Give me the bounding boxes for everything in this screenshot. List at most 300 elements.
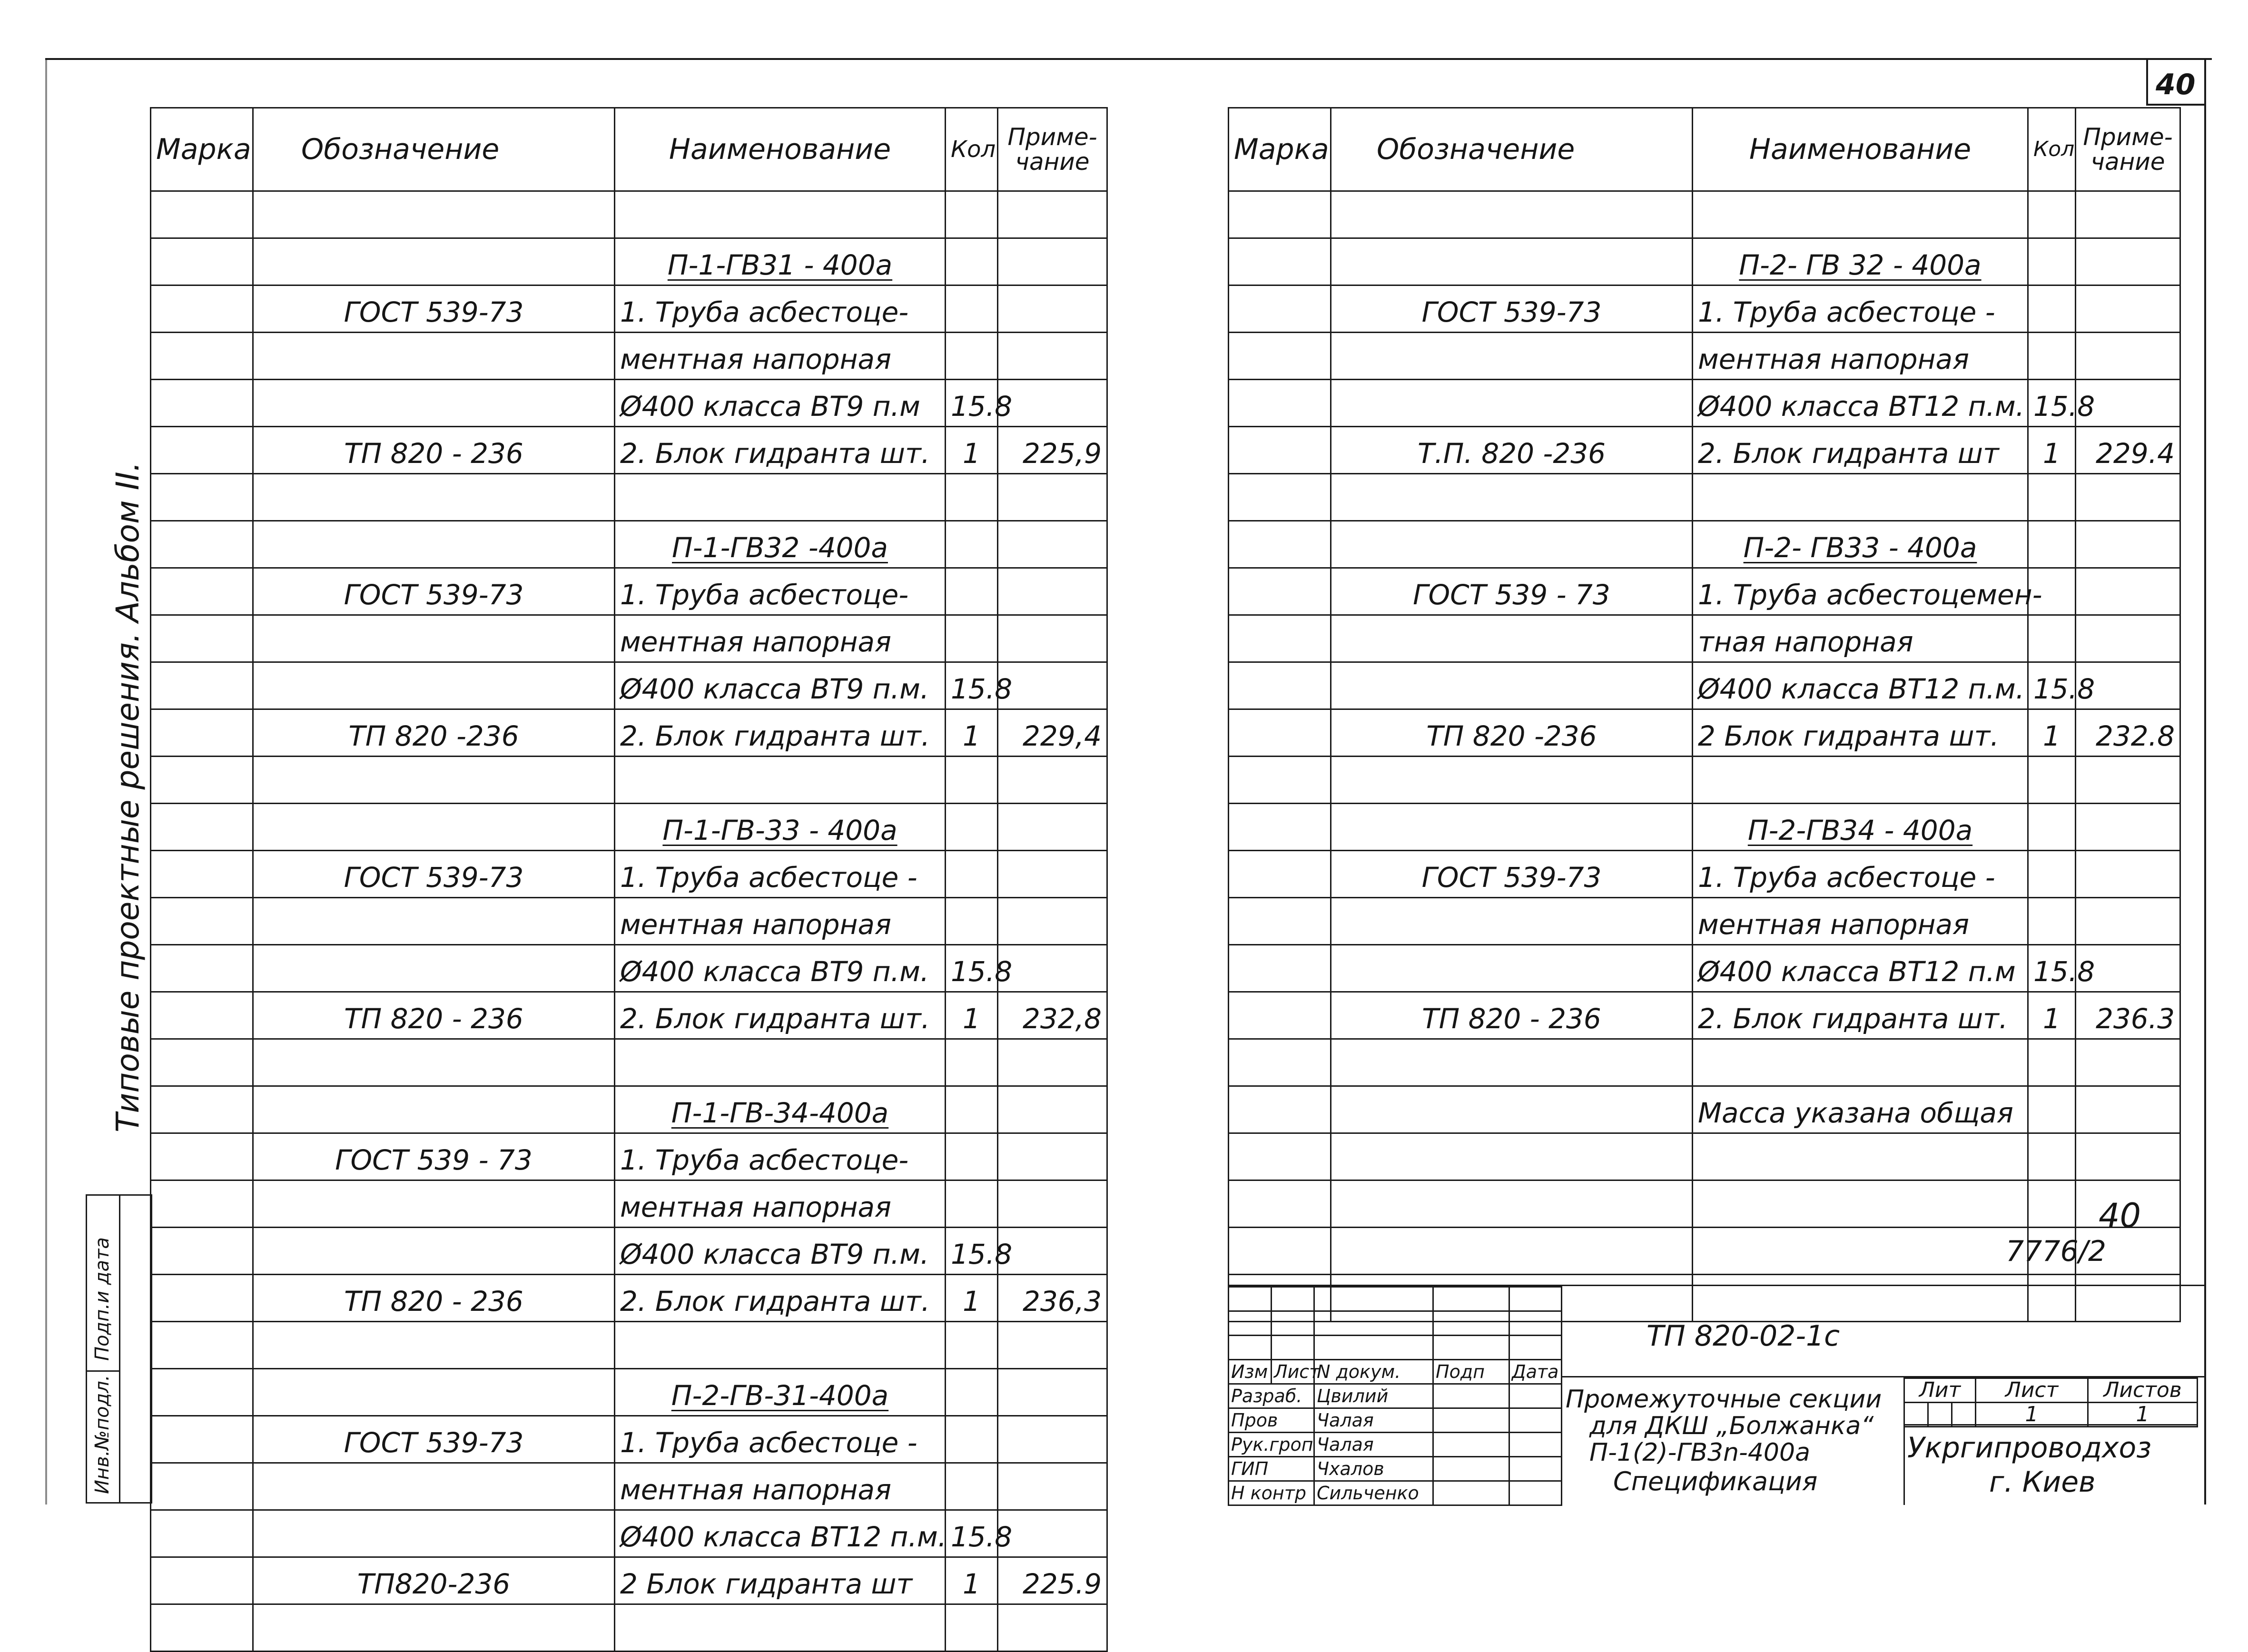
table-row — [151, 1086, 1107, 1133]
table-row — [151, 992, 1107, 1039]
signature-row — [1229, 1408, 1562, 1433]
note-cell — [998, 851, 1107, 898]
table-row — [1229, 333, 2180, 380]
designation-cell — [1331, 380, 1693, 427]
name-cell — [615, 709, 946, 757]
sheet-info-header — [1904, 1378, 2198, 1403]
signature-date — [1509, 1457, 1562, 1481]
item-name: 1. Труба асбестоце- — [620, 296, 909, 328]
col-designation-header: Обозначение — [1331, 108, 1693, 191]
name-cell — [615, 568, 946, 615]
note-cell — [2076, 474, 2180, 521]
qty-cell — [946, 521, 998, 568]
qty-cell: 15.8 — [2028, 945, 2076, 992]
qty-cell: 1 — [946, 709, 998, 757]
title-line-4: Спецификация — [1613, 1466, 1818, 1496]
mark-cell — [1229, 1180, 1331, 1228]
item-name: 1. Труба асбестоце - — [620, 1426, 917, 1459]
designation-cell: ГОСТ 539-73 — [253, 285, 615, 333]
item-name: 2. Блок гидранта шт. — [620, 1285, 930, 1318]
col-note-header-line2: чание — [2090, 148, 2165, 176]
qty-cell — [2028, 851, 2076, 898]
col-designation-header: Обозначение — [253, 108, 615, 191]
mark-cell — [151, 1604, 253, 1652]
side-stamp-sign: Подп.и дата — [91, 1237, 113, 1361]
qty-cell: 15.8 — [946, 662, 998, 709]
qty-cell — [946, 851, 998, 898]
table-row — [151, 709, 1107, 757]
note-cell — [2076, 521, 2180, 568]
name-cell — [615, 1275, 946, 1322]
mark-cell — [1229, 568, 1331, 615]
note-cell — [998, 662, 1107, 709]
note-cell — [998, 1463, 1107, 1510]
qty-cell — [2028, 898, 2076, 945]
mark-cell — [1229, 851, 1331, 898]
qty-cell — [2028, 1039, 2076, 1086]
qty-cell — [2028, 1086, 2076, 1133]
designation-cell — [1331, 521, 1693, 568]
note-cell: 236.3 — [2076, 992, 2180, 1039]
item-name: ментная напорная — [620, 1474, 891, 1506]
table-row — [151, 662, 1107, 709]
item-name: Ø400 класса ВТ9 п.м. — [620, 955, 929, 988]
mark-cell — [151, 1369, 253, 1416]
qty-cell — [2028, 333, 2076, 380]
table-row — [151, 1180, 1107, 1228]
signature-date — [1509, 1481, 1562, 1505]
name-cell — [615, 285, 946, 333]
table-row — [151, 238, 1107, 285]
qty-cell: 15.8 — [2028, 662, 2076, 709]
item-name: 1. Труба асбестоце- — [620, 1144, 909, 1176]
designation-cell — [253, 1228, 615, 1275]
table-row — [151, 285, 1107, 333]
qty-cell: 1 — [2028, 992, 2076, 1039]
qty-cell: 1 — [946, 1557, 998, 1604]
qty-cell: 15.8 — [946, 945, 998, 992]
qty-cell — [946, 1604, 998, 1652]
name-cell — [615, 1557, 946, 1604]
mark-cell — [151, 992, 253, 1039]
stamp-blank-row — [1229, 1311, 1562, 1336]
designation-cell — [1331, 474, 1693, 521]
mark-cell — [151, 1510, 253, 1557]
qty-cell: 1 — [2028, 709, 2076, 757]
note-cell — [998, 1510, 1107, 1557]
table-row — [151, 1228, 1107, 1275]
qty-cell — [946, 1180, 998, 1228]
mark-cell — [1229, 898, 1331, 945]
signature-name: Сильченко — [1314, 1481, 1433, 1505]
designation-cell — [1331, 1086, 1693, 1133]
name-cell — [1693, 1180, 2028, 1228]
sheets-label: Листов — [2088, 1378, 2198, 1403]
name-cell — [1693, 1039, 2028, 1086]
signature-role: Разраб. — [1229, 1384, 1314, 1408]
table-row — [151, 898, 1107, 945]
item-name: 2. Блок гидранта шт. — [1698, 1003, 2008, 1035]
designation-cell — [1331, 1228, 1693, 1275]
qty-cell: 1 — [946, 992, 998, 1039]
table-row — [1229, 380, 2180, 427]
item-name: Ø400 класса ВТ12 п.м. — [1698, 673, 2025, 705]
signature-role: Н контр — [1229, 1481, 1314, 1505]
name-cell — [1693, 945, 2028, 992]
designation-cell: ГОСТ 539-73 — [253, 851, 615, 898]
note-cell — [998, 285, 1107, 333]
table-row — [151, 1275, 1107, 1322]
col-mark-header: Марка — [151, 108, 253, 191]
note-cell: 229,4 — [998, 709, 1107, 757]
designation-cell — [253, 945, 615, 992]
qty-cell: 15.8 — [946, 1510, 998, 1557]
mark-cell — [151, 709, 253, 757]
signature-row — [1229, 1457, 1562, 1481]
table-row — [1229, 992, 2180, 1039]
stamp-col-sign: Подп — [1433, 1360, 1509, 1384]
table-row — [151, 1463, 1107, 1510]
name-cell — [615, 474, 946, 521]
table-row — [151, 1322, 1107, 1369]
name-cell — [1693, 1086, 2028, 1133]
sheet-number: 40 — [2156, 68, 2196, 101]
mark-cell — [151, 1133, 253, 1180]
designation-cell — [1331, 945, 1693, 992]
left-table-header — [151, 108, 1107, 191]
designation-cell: ГОСТ 539-73 — [253, 1416, 615, 1463]
designation-cell — [1331, 757, 1693, 804]
qty-cell — [946, 285, 998, 333]
name-cell — [1693, 851, 2028, 898]
qty-cell: 1 — [2028, 427, 2076, 474]
mark-cell — [151, 1180, 253, 1228]
qty-cell: 15.8 — [2028, 380, 2076, 427]
stamp-header-row — [1229, 1360, 1562, 1384]
signature-row — [1229, 1481, 1562, 1505]
mark-cell — [1229, 804, 1331, 851]
designation-cell: ГОСТ 539-73 — [253, 568, 615, 615]
name-cell — [615, 1180, 946, 1228]
col-name-header: Наименование — [615, 108, 946, 191]
mark-cell — [1229, 992, 1331, 1039]
table-row — [151, 521, 1107, 568]
designation-cell — [253, 1039, 615, 1086]
designation-cell — [253, 898, 615, 945]
note-cell: 232,8 — [998, 992, 1107, 1039]
note-cell — [2076, 1133, 2180, 1180]
qty-cell — [2028, 191, 2076, 238]
qty-cell — [946, 474, 998, 521]
note-cell — [998, 568, 1107, 615]
stamp-blank-row — [1229, 1287, 1562, 1311]
note-cell: 225.9 — [998, 1557, 1107, 1604]
col-qty-header: Кол — [2028, 108, 2076, 191]
name-cell — [1693, 662, 2028, 709]
right-spec-table — [1228, 107, 2181, 1322]
table-row — [151, 333, 1107, 380]
note-cell: 232.8 — [2076, 709, 2180, 757]
item-name: ментная напорная — [1698, 908, 1969, 941]
qty-cell — [946, 757, 998, 804]
designation-cell — [253, 1463, 615, 1510]
designation-cell — [253, 191, 615, 238]
mark-cell — [151, 238, 253, 285]
mark-cell — [1229, 945, 1331, 992]
note-cell — [2076, 615, 2180, 662]
qty-cell — [2028, 615, 2076, 662]
signature-role: Пров — [1229, 1408, 1314, 1433]
sheet-info-table — [1903, 1377, 2198, 1427]
name-cell — [1693, 615, 2028, 662]
designation-cell — [1331, 238, 1693, 285]
note-cell: 229.4 — [2076, 427, 2180, 474]
designation-cell: ГОСТ 539 - 73 — [253, 1133, 615, 1180]
name-cell — [615, 1369, 946, 1416]
mark-cell — [151, 427, 253, 474]
item-name: 2. Блок гидранта шт. — [620, 720, 930, 752]
table-row — [151, 804, 1107, 851]
table-row — [151, 615, 1107, 662]
name-cell — [615, 1133, 946, 1180]
name-cell — [1693, 757, 2028, 804]
note-cell — [998, 1133, 1107, 1180]
qty-cell — [2028, 1133, 2076, 1180]
note-cell — [998, 1604, 1107, 1652]
name-cell — [615, 1510, 946, 1557]
note-cell — [2076, 285, 2180, 333]
name-cell — [615, 898, 946, 945]
designation-cell — [253, 238, 615, 285]
name-cell — [1693, 568, 2042, 615]
name-cell — [615, 333, 946, 380]
table-row — [151, 380, 1107, 427]
name-cell — [615, 1086, 946, 1133]
lit-label: Лит — [1904, 1378, 1976, 1403]
qty-cell — [946, 191, 998, 238]
name-cell — [615, 427, 946, 474]
col-note-header — [2076, 108, 2180, 191]
mark-cell — [1229, 709, 1331, 757]
mark-cell — [1229, 238, 1331, 285]
designation-cell — [253, 474, 615, 521]
qty-cell — [946, 804, 998, 851]
note-cell — [998, 757, 1107, 804]
section-heading: П-1-ГВ31 - 400а — [667, 249, 893, 281]
signature-date — [1509, 1433, 1562, 1457]
name-cell — [1693, 427, 2028, 474]
table-row — [1229, 1039, 2180, 1086]
mark-cell — [151, 898, 253, 945]
note-cell — [2076, 1086, 2180, 1133]
designation-cell — [253, 804, 615, 851]
name-cell — [615, 757, 946, 804]
item-name: Ø400 класса ВТ12 п.м. — [620, 1521, 947, 1553]
doc-code: ТП 820-02-1с — [1647, 1319, 1840, 1353]
side-stamp-divider — [119, 1194, 120, 1504]
name-cell — [1693, 804, 2028, 851]
table-row — [151, 1604, 1107, 1652]
designation-cell — [1331, 662, 1693, 709]
note-cell — [2076, 757, 2180, 804]
table-row — [1229, 427, 2180, 474]
name-cell — [1693, 1228, 2028, 1275]
note-cell — [998, 1039, 1107, 1086]
item-name: 2 Блок гидранта шт — [620, 1568, 913, 1600]
mark-cell — [1229, 191, 1331, 238]
table-row — [151, 1557, 1107, 1604]
signature-mark — [1433, 1433, 1509, 1457]
sheet-value: 1 — [1976, 1403, 2088, 1427]
designation-cell — [253, 521, 615, 568]
mark-cell — [1229, 1133, 1331, 1180]
table-row — [151, 757, 1107, 804]
col-note-header-line2: чание — [1015, 148, 1090, 176]
designation-cell — [1331, 1180, 1693, 1228]
mark-cell — [151, 851, 253, 898]
table-row — [151, 191, 1107, 238]
designation-cell — [1331, 898, 1693, 945]
qty-cell — [946, 1463, 998, 1510]
mark-cell — [151, 568, 253, 615]
mark-cell — [151, 662, 253, 709]
mark-cell — [151, 1416, 253, 1463]
qty-cell — [2028, 757, 2076, 804]
stamp-col-date: Дата — [1509, 1360, 1562, 1384]
name-cell — [615, 521, 946, 568]
table-row — [1229, 898, 2180, 945]
table-row — [1229, 568, 2180, 615]
name-cell — [615, 851, 946, 898]
name-cell — [1693, 992, 2028, 1039]
signature-mark — [1433, 1457, 1509, 1481]
col-mark-header: Марка — [1229, 108, 1331, 191]
designation-cell: ТП 820 - 236 — [253, 992, 615, 1039]
name-cell — [615, 1416, 946, 1463]
section-heading: П-1-ГВ32 -400а — [672, 531, 888, 564]
signature-name: Чалая — [1314, 1433, 1433, 1457]
name-cell — [615, 615, 946, 662]
qty-cell — [2028, 474, 2076, 521]
note-cell — [998, 191, 1107, 238]
note-cell — [2076, 898, 2180, 945]
name-cell — [1693, 709, 2028, 757]
name-cell — [1693, 898, 2028, 945]
col-note-header-line1: Приме- — [2083, 123, 2173, 151]
lit-cell-3 — [1952, 1403, 1976, 1427]
section-heading: П-1-ГВ-33 - 400а — [662, 814, 897, 846]
qty-cell — [2028, 238, 2076, 285]
mark-cell — [151, 1275, 253, 1322]
signature-row — [1229, 1433, 1562, 1457]
qty-cell: 1 — [946, 1275, 998, 1322]
name-cell — [615, 1039, 946, 1086]
designation-cell — [253, 1322, 615, 1369]
mark-cell — [151, 1322, 253, 1369]
mark-cell — [1229, 427, 1331, 474]
designation-cell — [1331, 1039, 1693, 1086]
note-cell — [998, 1086, 1107, 1133]
item-name: Ø400 класса ВТ12 п.м — [1698, 955, 2016, 988]
side-stamp-inv: Инв.№подл. — [91, 1375, 113, 1494]
qty-cell: 1 — [946, 427, 998, 474]
qty-cell — [946, 1086, 998, 1133]
table-row — [1229, 1086, 2180, 1133]
side-album-label: Типовые проектные решения. Альбом II. — [109, 462, 146, 1132]
name-cell — [1693, 238, 2028, 285]
table-row — [151, 568, 1107, 615]
mark-cell — [151, 285, 253, 333]
designation-cell: ГОСТ 539 - 73 — [1331, 568, 1693, 615]
qty-cell: 15.8 — [946, 380, 998, 427]
title-line-3: П-1(2)-ГВ3n-400а — [1589, 1438, 1810, 1467]
item-name: Ø400 класса ВТ12 п.м. — [1698, 390, 2025, 423]
note-cell — [998, 615, 1107, 662]
note-cell — [998, 1322, 1107, 1369]
qty-cell: 15.8 — [946, 1228, 998, 1275]
mark-cell — [151, 945, 253, 992]
section-heading: П-2-ГВ-31-400а — [671, 1379, 889, 1412]
mark-cell — [1229, 521, 1331, 568]
sheet-label: Лист — [1976, 1378, 2088, 1403]
qty-cell — [946, 1039, 998, 1086]
signature-date — [1509, 1408, 1562, 1433]
designation-cell — [1331, 615, 1693, 662]
qty-cell — [946, 568, 998, 615]
signature-name: Чалая — [1314, 1408, 1433, 1433]
left-spec-table — [150, 107, 1108, 1652]
note-cell — [998, 380, 1107, 427]
table-row — [151, 474, 1107, 521]
name-cell — [1693, 380, 2028, 427]
mark-cell — [151, 474, 253, 521]
note-cell — [998, 1180, 1107, 1228]
qty-cell — [2028, 1180, 2076, 1228]
side-stamp-divider-h — [86, 1370, 119, 1372]
mark-cell — [1229, 662, 1331, 709]
table-row — [151, 427, 1107, 474]
note-cell — [998, 945, 1107, 992]
designation-cell — [253, 662, 615, 709]
name-cell — [615, 662, 946, 709]
designation-cell — [1331, 804, 1693, 851]
designation-cell — [253, 615, 615, 662]
signature-mark — [1433, 1408, 1509, 1433]
organization-name: Укргипроводхоз — [1907, 1431, 2152, 1465]
signature-name: Цвилий — [1314, 1384, 1433, 1408]
designation-cell: ТП820-236 — [253, 1557, 615, 1604]
stamp-col-doc: N докум. — [1314, 1360, 1433, 1384]
item-name: ментная напорная — [1698, 343, 1969, 375]
stamp-col-list: Лист — [1272, 1360, 1314, 1384]
frame-left-line — [45, 58, 47, 1504]
qty-cell — [2028, 521, 2076, 568]
table-row — [1229, 521, 2180, 568]
stamp-col-izm: Изм — [1229, 1360, 1272, 1384]
name-cell — [615, 1604, 946, 1652]
designation-cell: ТП 820 -236 — [253, 709, 615, 757]
title-block — [1228, 1285, 2206, 1505]
mark-cell — [1229, 474, 1331, 521]
mark-cell — [1229, 1228, 1331, 1275]
item-name: 1. Труба асбестоце - — [1698, 861, 1995, 894]
mark-cell — [151, 191, 253, 238]
mark-cell — [151, 1228, 253, 1275]
signature-table — [1228, 1286, 1562, 1506]
table-row — [1229, 238, 2180, 285]
qty-cell — [2028, 804, 2076, 851]
name-cell — [1693, 285, 2028, 333]
